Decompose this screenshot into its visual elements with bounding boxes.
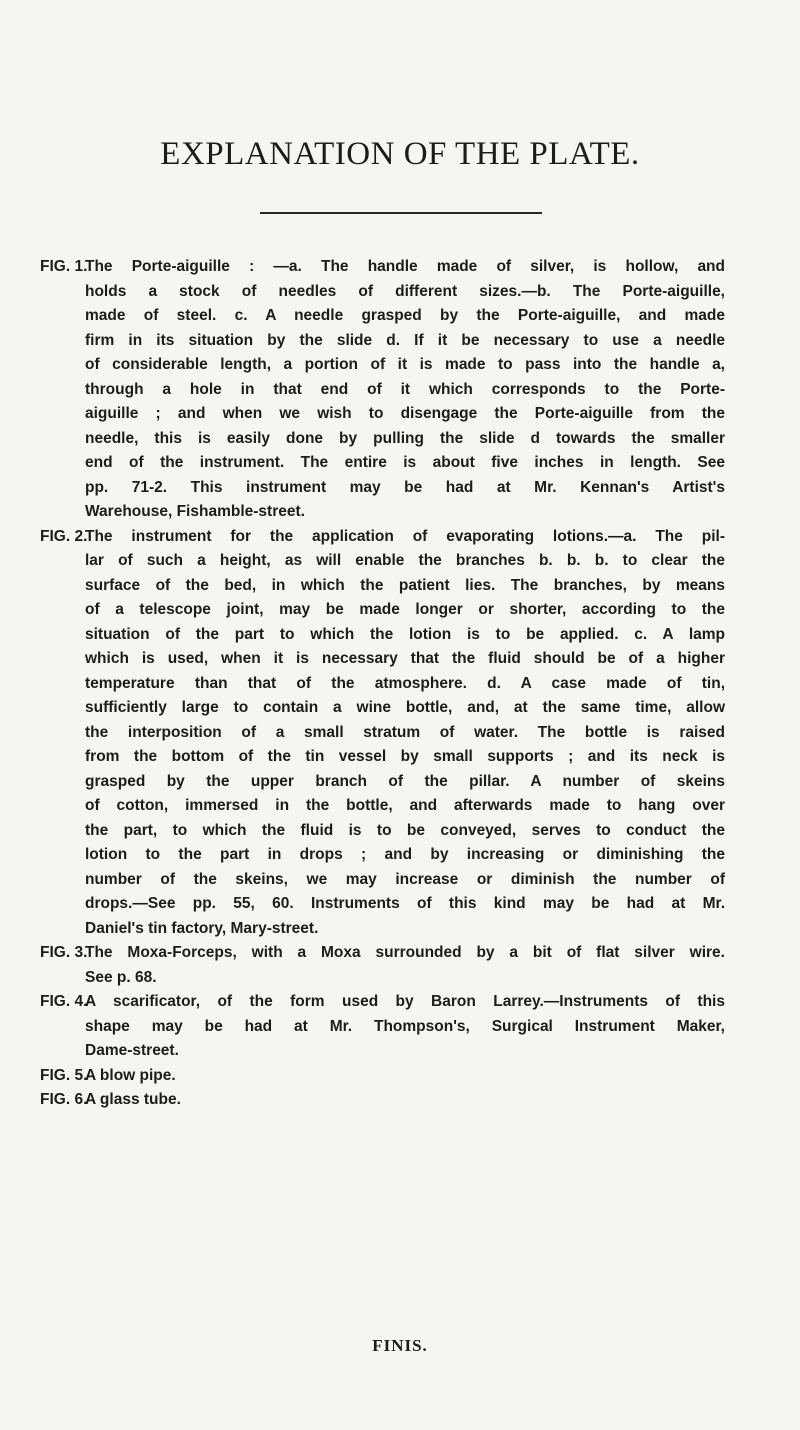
text-line: sufficiently large to contain a wine bottle, and, at the same time, allow <box>85 699 725 716</box>
figure-entry <box>0 525 800 942</box>
text-line: situation of the part to which the lotion is to be applied. c. A lamp <box>85 625 725 643</box>
text-line: aiguille ; and when we wish to disengage the Porte-aiguille from the <box>85 405 725 422</box>
text-line: of a telescope joint, may be made longer or shorter, according to the <box>85 601 725 618</box>
figure-description <box>85 525 725 942</box>
text-line: A glass tube. <box>85 1091 181 1108</box>
text-line: temperature than that of the atmosphere. d. A case made of tin, <box>85 674 725 692</box>
figure-description <box>85 1088 725 1113</box>
figure-label: FIG. 2. <box>40 527 88 545</box>
figure-entry <box>0 990 800 1064</box>
text-line: Dame-street. <box>85 1042 179 1059</box>
figure-label: FIG. 6. <box>40 1091 88 1108</box>
figure-description <box>85 1064 725 1089</box>
text-line: The Moxa-Forceps, with a Moxa surrounded by a bit of flat silver wire. <box>85 944 725 961</box>
text-line: pp. 71-2. This instrument may be had at Mr. Kennan's Artist's <box>85 478 725 496</box>
figure-description <box>85 990 725 1064</box>
text-line: firm in its situation by the slide d. If it be necessary to use a needle <box>85 331 725 349</box>
text-line: The instrument for the application of evaporating lotions.—a. The pil- <box>85 527 725 545</box>
figure-entry <box>0 1064 800 1089</box>
figure-entry <box>0 255 800 525</box>
text-line: A scarificator, of the form used by Baron Larrey.—Instruments of this <box>85 993 725 1010</box>
text-line: of cotton, immersed in the bottle, and afterwards made to hang over <box>85 797 725 814</box>
page-title: EXPLANATION OF THE PLATE. <box>160 136 640 173</box>
figure-description <box>85 255 725 525</box>
text-line: from the bottom of the tin vessel by small supports ; and its neck is <box>85 748 725 765</box>
figure-label: FIG. 4. <box>40 993 88 1010</box>
text-line: which is used, when it is necessary that the fluid should be of a higher <box>85 650 725 667</box>
text-line: grasped by the upper branch of the pillar. A number of skeins <box>85 772 725 790</box>
text-line: made of steel. c. A needle grasped by the Porte-aiguille, and made <box>85 307 725 324</box>
text-line: needle, this is easily done by pulling the slide d towards the smaller <box>85 429 725 447</box>
figure-entry <box>0 941 800 990</box>
text-line: of considerable length, a portion of it is made to pass into the handle a, <box>85 356 725 373</box>
text-line: end of the instrument. The entire is about five inches in length. See <box>85 454 725 471</box>
text-line: drops.—See pp. 55, 60. Instruments of this kind may be had at Mr. <box>85 895 725 912</box>
text-line: holds a stock of needles of different sizes.—b. The Porte-aiguille, <box>85 282 725 300</box>
figure-description <box>85 941 725 990</box>
text-line: the interposition of a small stratum of water. The bottle is raised <box>85 723 725 741</box>
figure-label: FIG. 3. <box>40 944 88 961</box>
text-line: shape may be had at Mr. Thompson's, Surgical Instrument Maker, <box>85 1017 725 1035</box>
figure-label: FIG. 5. <box>40 1066 88 1084</box>
text-line: lotion to the part in drops ; and by increasing or diminishing the <box>85 846 725 863</box>
text-line: Daniel's tin factory, Mary-street. <box>85 919 319 937</box>
figure-entry <box>0 1088 800 1113</box>
text-line: number of the skeins, we may increase or diminish the number of <box>85 870 725 888</box>
text-line: lar of such a height, as will enable the branches b. b. b. to clear the <box>85 552 725 569</box>
finis-text: FINIS. <box>372 1336 428 1355</box>
title-divider <box>260 212 542 214</box>
text-line: Warehouse, Fishamble-street. <box>85 503 305 520</box>
text-line: through a hole in that end of it which corresponds to the Porte- <box>85 380 725 398</box>
text-line: the part, to which the fluid is to be conveyed, serves to conduct the <box>85 821 725 839</box>
text-line: surface of the bed, in which the patient lies. The branches, by means <box>85 576 725 594</box>
text-line: The Porte-aiguille : —a. The handle made of silver, is hollow, and <box>85 258 725 275</box>
figure-label: FIG. 1. <box>40 258 88 275</box>
text-line: See p. 68. <box>85 968 157 986</box>
text-line: A blow pipe. <box>85 1066 176 1084</box>
figure-list <box>0 255 800 1113</box>
